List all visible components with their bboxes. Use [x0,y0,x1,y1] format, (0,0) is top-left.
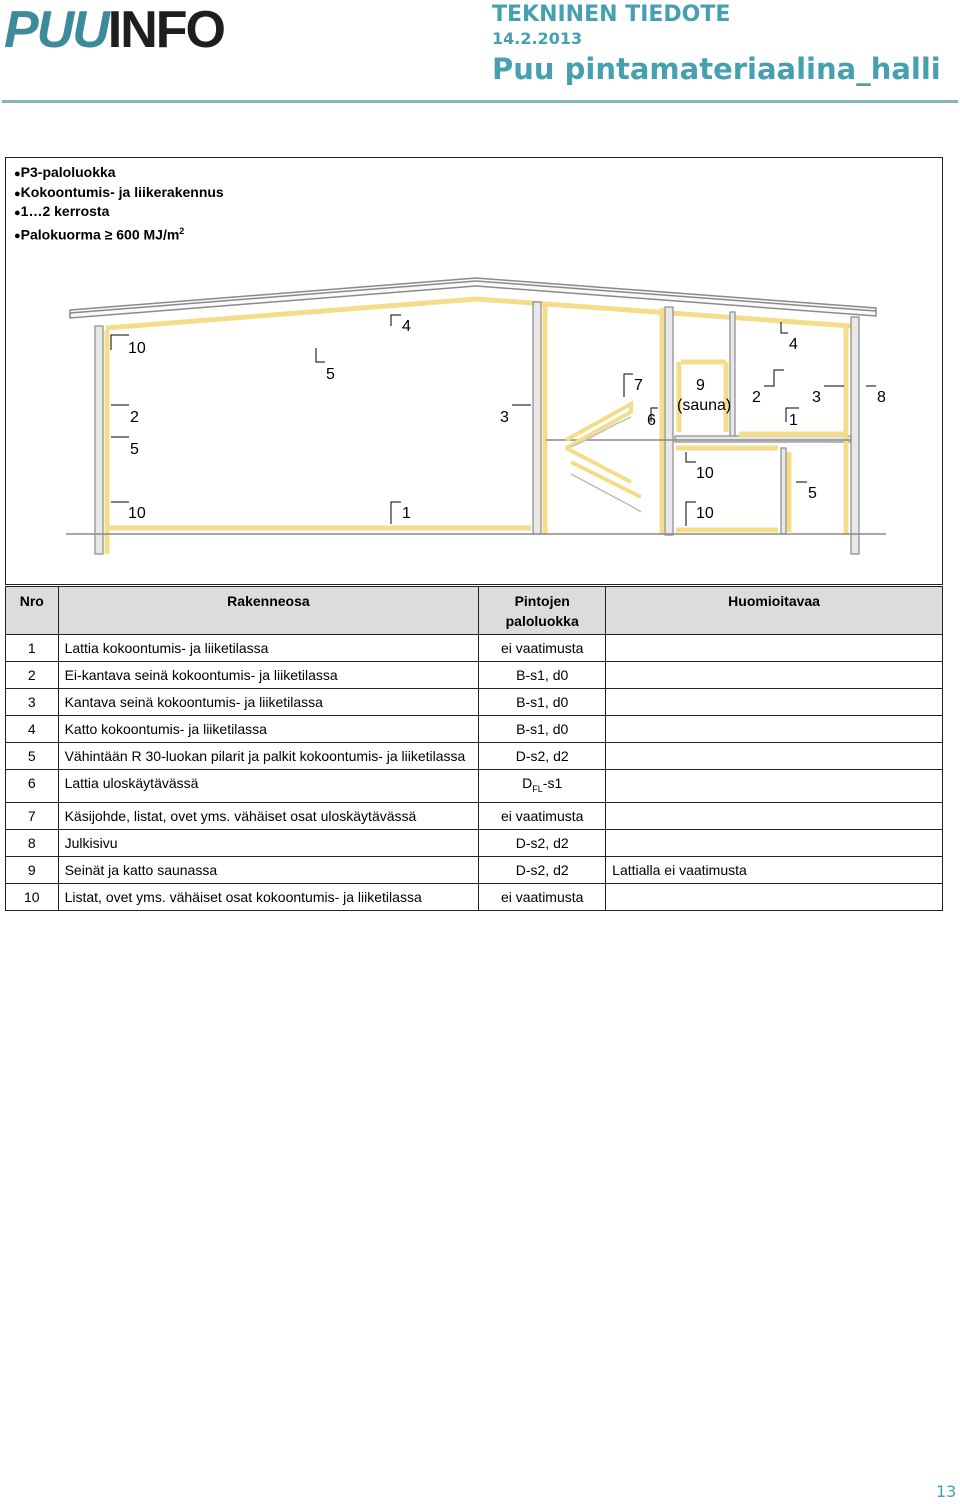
logo-part-info: INFO [107,1,225,59]
cell-notes [606,743,943,770]
label-10: 10 [696,465,714,482]
cell-class: ei vaatimusta [479,802,606,829]
puuinfo-logo [4,2,224,58]
cell-part: Käsijohde, listat, ovet yms. vähäiset osat uloskäytävässä [58,802,479,829]
col-header-nro: Nro [6,587,59,635]
label-4: 4 [789,336,798,353]
cell-part: Lattia kokoontumis- ja liiketilassa [58,635,479,662]
table-row [6,635,943,662]
cell-class: D-s2, d2 [479,856,606,883]
label-7: 7 [634,377,643,394]
criteria-list [14,164,224,246]
label-10: 10 [128,505,146,522]
cell-nro: 7 [6,802,59,829]
cell-notes [606,635,943,662]
label-1: 1 [789,412,798,429]
page-number: 13 [936,1482,957,1501]
cell-nro: 2 [6,662,59,689]
label-5: 5 [130,441,139,458]
table-row [6,829,943,856]
class-main: D [522,775,533,791]
cell-class: ei vaatimusta [479,635,606,662]
table-row [6,662,943,689]
cell-part: Vähintään R 30-luokan pilarit ja palkit kokoontumis- ja liiketilassa [58,743,479,770]
col-header-class-line2: paloluokka [505,613,579,629]
cell-notes [606,802,943,829]
cell-notes [606,770,943,803]
label-6: 6 [647,412,656,429]
class-tail: -s1 [542,775,563,791]
label-5: 5 [808,485,817,502]
cell-class: B-s1, d0 [479,716,606,743]
label-5: 5 [326,366,335,383]
document-title: Puu pintamateriaalina_halli [492,52,941,86]
cell-part: Katto kokoontumis- ja liiketilassa [58,716,479,743]
cell-notes: Lattialla ei vaatimusta [606,856,943,883]
col-header-notes: Huomioitavaa [606,587,943,635]
label-10: 10 [128,340,146,357]
floors [66,440,886,534]
cell-nro: 5 [6,743,59,770]
label-10: 10 [696,505,714,522]
document-date: 14.2.2013 [492,29,583,48]
criteria-item [14,223,224,246]
cell-part: Julkisivu [58,829,479,856]
label-3: 3 [500,409,509,426]
cell-notes [606,829,943,856]
criteria-sup: 2 [179,225,185,236]
cell-notes [606,883,943,910]
label-sauna: (sauna) [677,397,732,414]
document-type: TEKNINEN TIEDOTE [492,2,731,27]
cell-nro: 8 [6,829,59,856]
walls [95,302,859,554]
surface-class-table [5,586,943,911]
cell-class: D-s2, d2 [479,743,606,770]
leader-lines [111,315,876,526]
building-section-drawing [6,262,906,562]
table-header-row [6,587,943,635]
col-header-class-line1: Pintojen [514,593,570,609]
stairs [566,404,641,512]
criteria-item: ● P3-paloluokka [14,164,224,184]
cell-part: Listat, ovet yms. vähäiset osat kokoontumis- ja liiketilassa [58,883,479,910]
col-header-class [479,587,606,635]
criteria-item-text: Palokuorma ≥ 600 MJ/m [20,226,180,243]
cell-nro: 1 [6,635,59,662]
cell-nro: 3 [6,689,59,716]
cell-notes [606,662,943,689]
document-header [492,0,941,86]
cell-class: D-s2, d2 [479,829,606,856]
cell-class [479,770,606,803]
header-divider [2,100,958,103]
table-row [6,802,943,829]
table-row [6,743,943,770]
cell-part: Ei-kantava seinä kokoontumis- ja liiketilassa [58,662,479,689]
label-1: 1 [402,505,411,522]
table-row [6,770,943,803]
table-row [6,689,943,716]
criteria-item: ● Kokoontumis- ja liikerakennus [14,184,224,204]
cell-notes [606,689,943,716]
cell-notes [606,716,943,743]
label-2: 2 [752,389,761,406]
label-9: 9 [696,377,705,394]
cell-part: Kantava seinä kokoontumis- ja liiketilassa [58,689,479,716]
cell-nro: 4 [6,716,59,743]
table-row [6,716,943,743]
label-2: 2 [130,409,139,426]
label-4: 4 [402,318,411,335]
cell-class: B-s1, d0 [479,662,606,689]
label-8: 8 [877,389,886,406]
label-3: 3 [812,389,821,406]
table-row [6,883,943,910]
criteria-item: ● 1…2 kerrosta [14,203,224,223]
class-sub: FL [532,783,543,794]
cell-nro: 9 [6,856,59,883]
cell-nro: 10 [6,883,59,910]
table-row [6,856,943,883]
cell-class: B-s1, d0 [479,689,606,716]
cell-part: Lattia uloskäytävässä [58,770,479,803]
cell-nro: 6 [6,770,59,803]
col-header-part: Rakenneosa [58,587,479,635]
cell-part: Seinät ja katto saunassa [58,856,479,883]
cell-class: ei vaatimusta [479,883,606,910]
logo-part-puu: PUU [4,1,108,59]
